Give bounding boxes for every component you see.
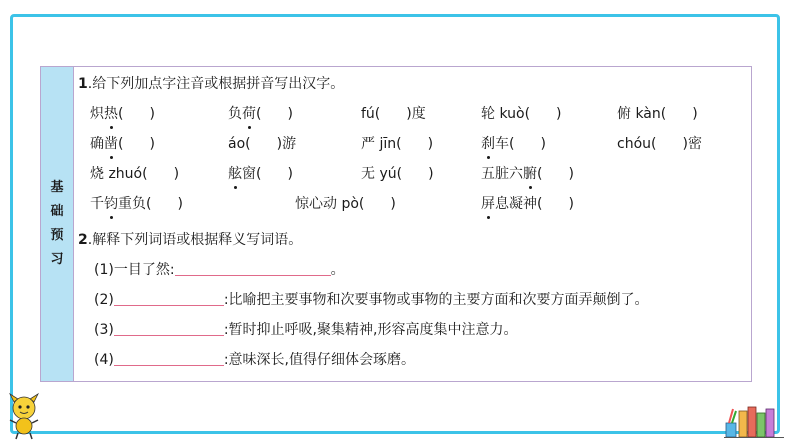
- item-text: fú(: [361, 106, 381, 122]
- item-text: chóu(: [617, 136, 657, 152]
- item-text: ): [149, 136, 155, 152]
- item-text: ): [556, 106, 562, 122]
- item-text: ): [287, 106, 293, 122]
- item-text: 负: [228, 106, 242, 122]
- answer-blank[interactable]: [114, 351, 224, 366]
- item-text: ): [427, 136, 434, 152]
- item-text: )游: [276, 136, 297, 152]
- item-text: 惊心动 pò(: [295, 196, 365, 212]
- item-text: áo(: [228, 136, 251, 152]
- pinyin-item: [481, 135, 546, 153]
- dotted-character: 凿: [104, 136, 118, 152]
- item-text: 五脏六: [481, 166, 523, 182]
- question-number: 2: [78, 232, 88, 248]
- item-text: )密: [682, 136, 702, 152]
- item-text: ): [173, 166, 180, 182]
- pinyin-item: [228, 165, 293, 183]
- item-text: 息凝神(: [495, 196, 543, 212]
- dotted-character: 刹: [481, 136, 495, 152]
- item-text: ): [287, 166, 293, 182]
- item-label: (4): [94, 352, 114, 368]
- dotted-character: 舷: [228, 166, 242, 182]
- question-2-item: [94, 351, 415, 369]
- books-icon: [724, 405, 784, 439]
- question-2-item: [94, 261, 345, 279]
- item-text: ): [149, 106, 155, 122]
- item-text: (: [118, 136, 124, 152]
- item-label: (1)一目了然:: [94, 262, 175, 278]
- section-label-char: 习: [50, 252, 64, 267]
- pinyin-item: [481, 165, 574, 183]
- dotted-character: 热: [104, 106, 118, 122]
- question-text: .解释下列词语或根据释义写词语。: [87, 232, 303, 248]
- item-text: 重负(: [118, 196, 152, 212]
- item-label: (2): [94, 292, 114, 308]
- pinyin-item: [228, 135, 296, 153]
- answer-blank[interactable]: [114, 321, 224, 336]
- exercise-panel: [40, 66, 752, 382]
- item-text: )度: [406, 106, 426, 122]
- question-text: .给下列加点字注音或根据拼音写出汉字。: [87, 76, 345, 92]
- item-text: ): [540, 136, 546, 152]
- item-text: ): [177, 196, 183, 212]
- pinyin-item: [90, 135, 155, 153]
- question-2-heading: [78, 231, 302, 249]
- dotted-character: 腑: [523, 166, 537, 182]
- section-label-char: 基: [50, 180, 64, 195]
- item-text: ): [692, 106, 698, 122]
- item-text: :暂时抑止呼吸,聚集精神,形容高度集中注意力。: [223, 322, 518, 338]
- item-text: :比喻把主要事物和次要事物或事物的主要方面和次要方面弄颠倒了。: [223, 292, 649, 308]
- question-number: 1: [78, 76, 88, 92]
- pinyin-item: [361, 105, 426, 123]
- item-text: 严 jīn(: [361, 136, 402, 152]
- pinyin-item: [90, 195, 183, 213]
- item-text: ): [568, 166, 574, 182]
- answer-blank[interactable]: [175, 261, 331, 276]
- item-text: ): [390, 196, 396, 212]
- item-text: 车(: [495, 136, 515, 152]
- item-text: ): [428, 166, 434, 182]
- item-text: 炽: [90, 106, 104, 122]
- item-label: (3): [94, 322, 114, 338]
- pinyin-item: [228, 105, 293, 123]
- dotted-character: 屏: [481, 196, 495, 212]
- item-text: 无 yú(: [361, 166, 403, 182]
- dotted-character: 钧: [104, 196, 118, 212]
- pinyin-item: [481, 105, 562, 123]
- question-2-item: [94, 321, 517, 339]
- mascot-icon: [6, 392, 42, 440]
- item-text: 烧 zhuó(: [90, 166, 148, 182]
- exercise-content: [74, 67, 751, 381]
- item-text: (: [256, 106, 262, 122]
- section-label-char: 预: [50, 228, 64, 243]
- pinyin-item: [361, 165, 434, 183]
- dotted-character: 荷: [242, 106, 256, 122]
- item-text: 确: [90, 136, 104, 152]
- item-text: (: [537, 166, 543, 182]
- section-label: [41, 67, 74, 381]
- item-text: 千: [90, 196, 104, 212]
- item-text: ): [568, 196, 574, 212]
- pinyin-item: [481, 195, 574, 213]
- item-text: 窗(: [242, 166, 262, 182]
- item-text: :意味深长,值得仔细体会琢磨。: [223, 352, 416, 368]
- pinyin-item: [617, 105, 698, 123]
- pinyin-item: [90, 165, 179, 183]
- pinyin-item: [90, 105, 155, 123]
- item-text: 。: [330, 262, 345, 278]
- pinyin-item: [617, 135, 702, 153]
- question-2-item: [94, 291, 649, 309]
- pinyin-item: [295, 195, 396, 213]
- pinyin-item: [361, 135, 433, 153]
- question-1-heading: [78, 75, 344, 93]
- section-label-char: 础: [50, 204, 64, 219]
- item-text: (: [118, 106, 124, 122]
- item-text: 轮 kuò(: [481, 106, 531, 122]
- item-text: 俯 kàn(: [617, 106, 667, 122]
- answer-blank[interactable]: [114, 291, 224, 306]
